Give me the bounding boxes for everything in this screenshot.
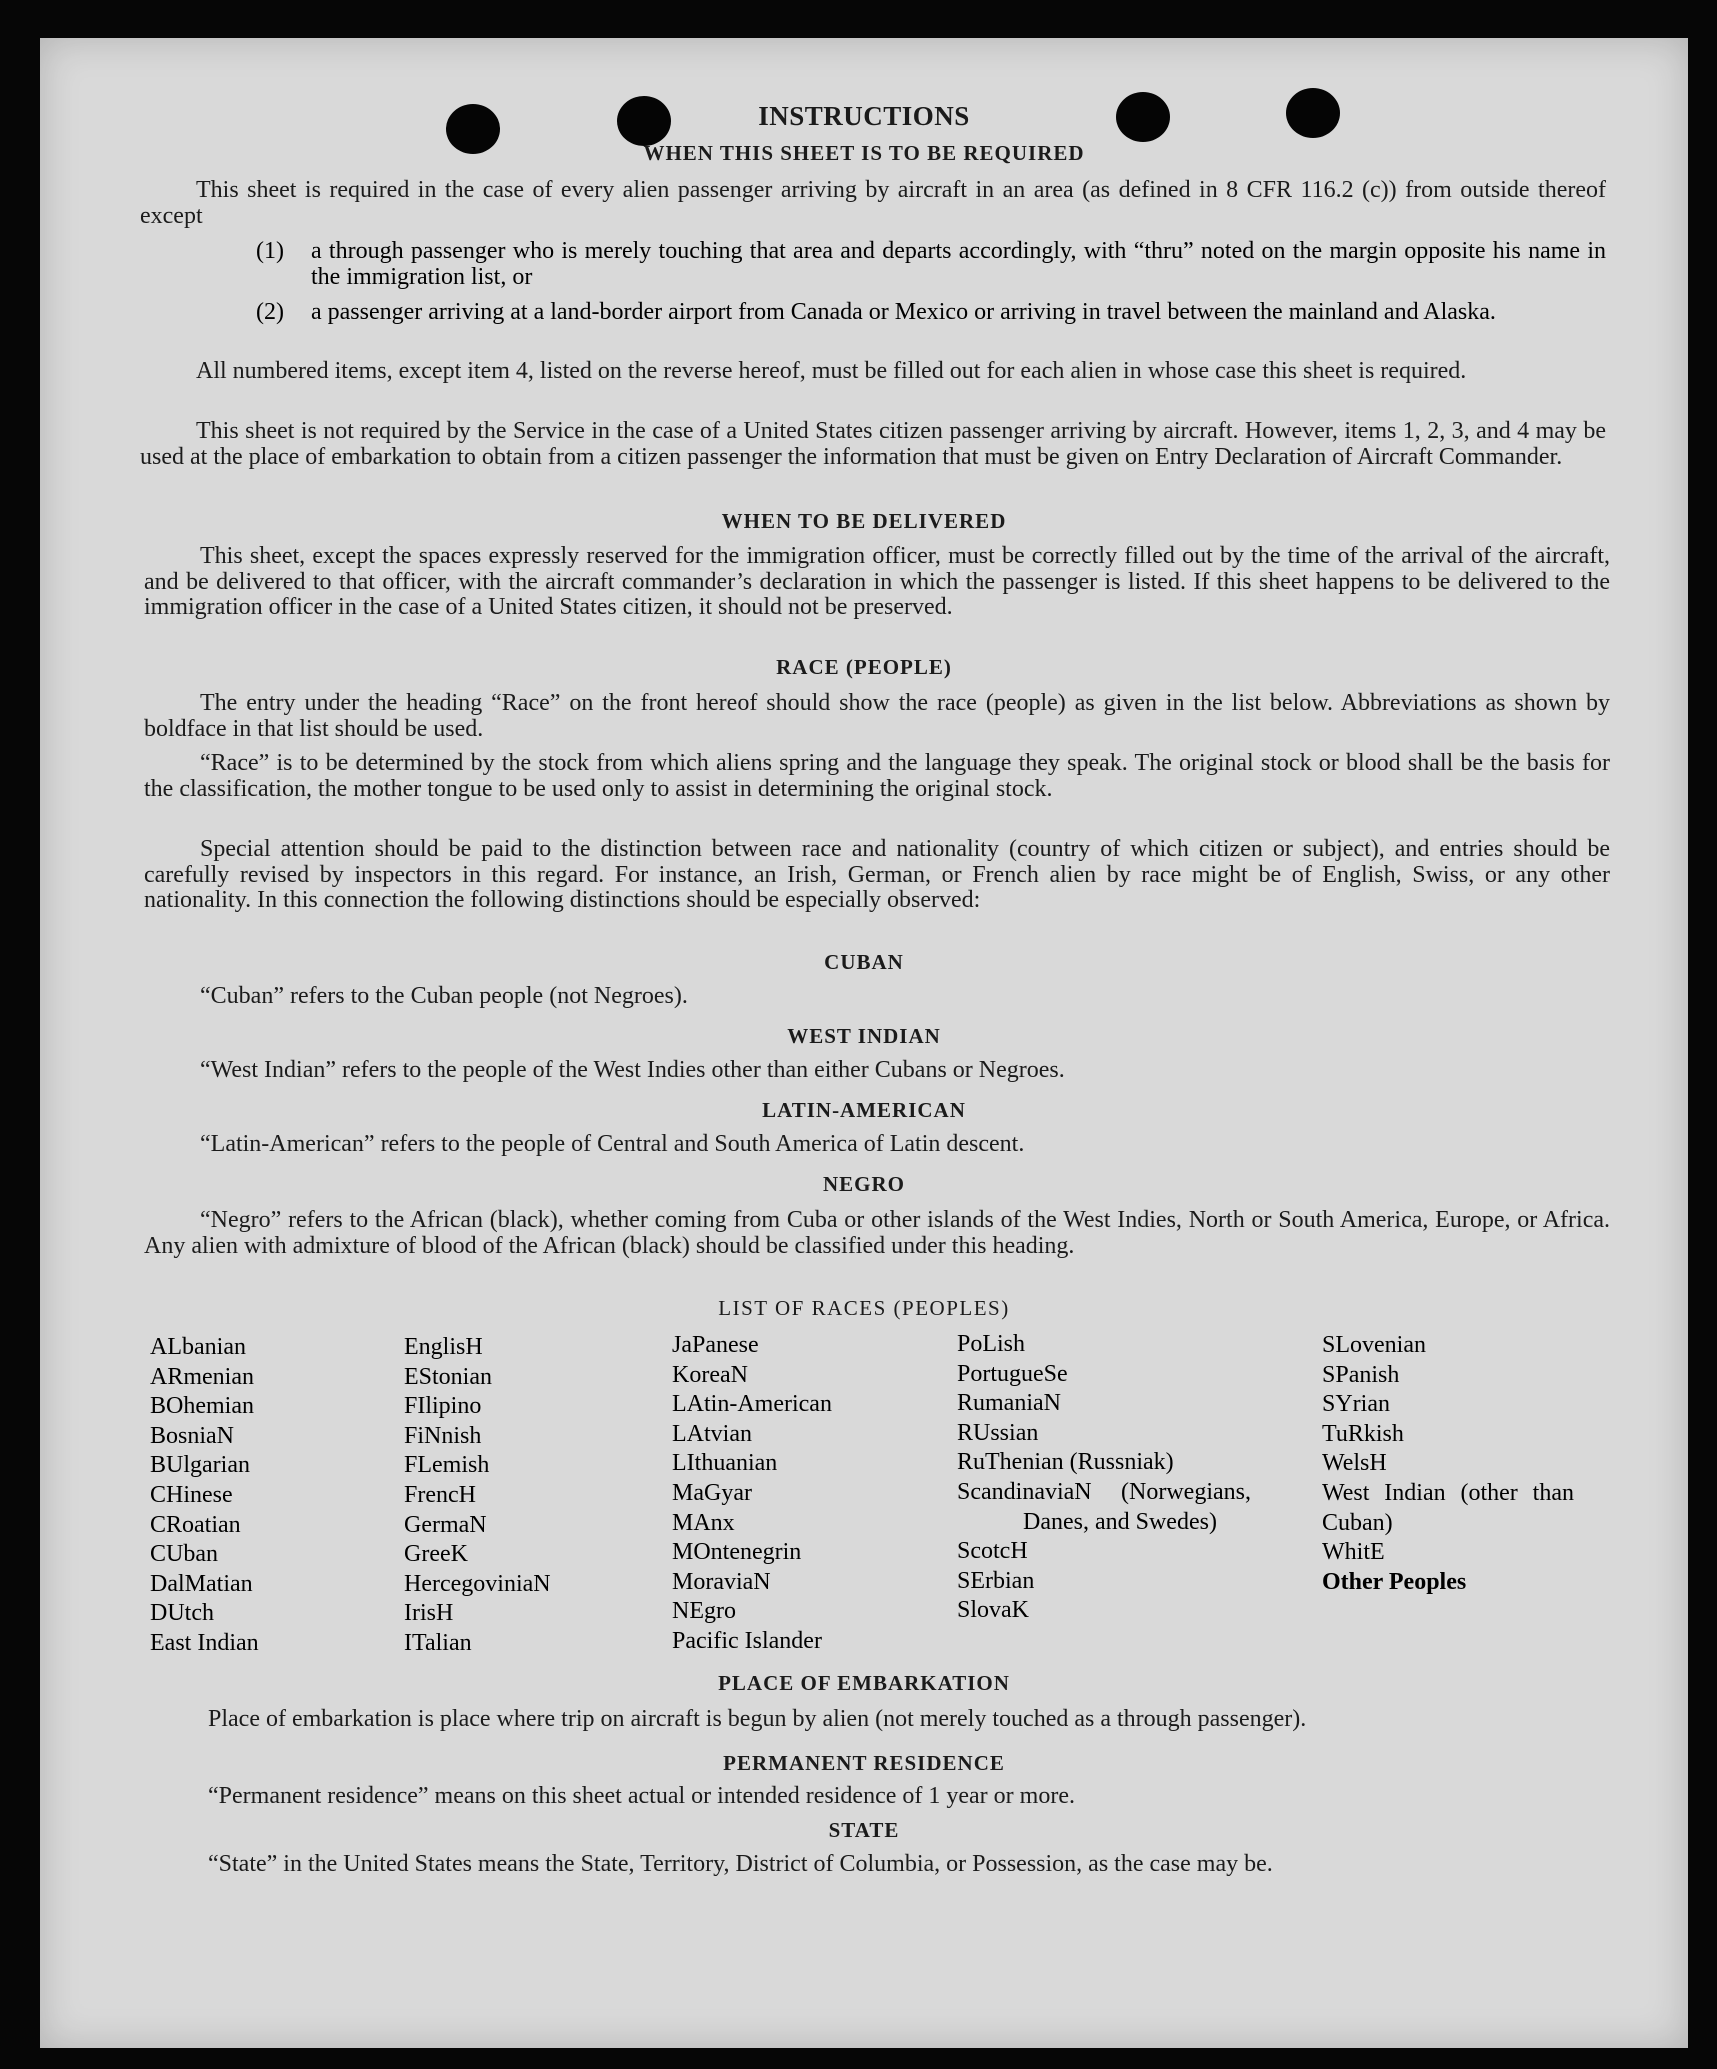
races-column-1 (150, 1333, 350, 1659)
races-column-2 (404, 1333, 604, 1659)
races-list-heading: LIST OF RACES (PEOPLES) (718, 1296, 1010, 1320)
race-entry: HercegoviniaN (404, 1570, 551, 1597)
exception-text: a passenger arriving at a land-border airport from Canada or Mexico or arriving in travel between the mainland and Alaska. (311, 299, 1496, 325)
race-entry: SPanish (1322, 1361, 1400, 1388)
race-entry: ScandinaviaN (Norwegians, Danes, and Swedes) (957, 1478, 1251, 1535)
embarkation-paragraph: Place of embarkation is place where trip on aircraft is begun by alien (not merely touched as a through passenger). (208, 1706, 1307, 1732)
race-entry: RumaniaN (957, 1390, 1061, 1417)
race-entry: MaGyar (672, 1479, 752, 1506)
race-heading: RACE (PEOPLE) (776, 655, 952, 679)
delivered-heading: WHEN TO BE DELIVERED (721, 509, 1007, 533)
races-column-5 (1322, 1331, 1574, 1597)
latin-american-heading: LATIN-AMERICAN (762, 1098, 966, 1122)
race-entry: SYrian (1322, 1391, 1390, 1418)
race-entry: EnglisH (404, 1334, 483, 1360)
delivered-paragraph: This sheet, except the spaces expressly reserved for the immigration officer, must be correctly filled out by the time of the arrival of the aircraft, and be delivered to that officer, with the aircraft commander’s declaration in which the passenger is listed. If this sheet happens to be delivered to the immigration officer in the case of a United States citizen, it should not be preserved. (144, 543, 1610, 620)
race-entry: CUban (150, 1541, 218, 1568)
negro-paragraph: “Negro” refers to the African (black), whether coming from Cuba or other islands of the West Indies, North or South America, Europe, or Africa. Any alien with admixture of blood of the African (black) should be classified under this heading. (144, 1207, 1610, 1259)
race-entry: DUtch (150, 1600, 214, 1627)
race-entry: ScotcH (957, 1538, 1028, 1565)
required-heading: WHEN THIS SHEET IS TO BE REQUIRED (643, 141, 1085, 165)
race-entry: GreeK (404, 1541, 468, 1568)
race-entry: ITalian (404, 1629, 472, 1656)
race-entry: SlovaK (957, 1597, 1029, 1624)
latin-american-paragraph: “Latin-American” refers to the people of Central and South America of Latin descent. (200, 1131, 1025, 1157)
race-entry: TuRkish (1322, 1420, 1404, 1447)
cuban-heading: CUBAN (824, 950, 904, 974)
race-entry: MOntenegrin (672, 1539, 802, 1566)
race-entry: MAnx (672, 1509, 735, 1536)
race-entry: IrisH (404, 1600, 454, 1627)
race-paragraph-3: Special attention should be paid to the distinction between race and nationality (country of which citizen or subject), and entries should be carefully revised by inspectors in this regard. For instance, an Irish, German, or French alien by race might be of English, Swiss, or any other nationality. In this connection the following distinctions should be especially observed: (144, 836, 1610, 913)
document-sheet (40, 38, 1688, 2048)
race-entry: BosniaN (150, 1422, 234, 1449)
race-entry: PoLish (957, 1331, 1026, 1357)
races-column-4 (957, 1330, 1251, 1626)
race-entry: PortugueSe (957, 1360, 1068, 1387)
race-entry: DalMatian (150, 1570, 253, 1597)
race-entry: Pacific Islander (672, 1627, 822, 1654)
race-entry: SLovenian (1322, 1332, 1426, 1358)
residence-heading: PERMANENT RESIDENCE (723, 1751, 1005, 1775)
state-paragraph: “State” in the United States means the State, Territory, District of Columbia, or Possession, as the case may be. (208, 1851, 1273, 1877)
race-entry: GermaN (404, 1511, 487, 1538)
race-entry: FIlipino (404, 1393, 482, 1420)
race-entry: FrencH (404, 1481, 476, 1508)
residence-paragraph: “Permanent residence” means on this sheet actual or intended residence of 1 year or more. (208, 1783, 1075, 1809)
state-heading: STATE (828, 1818, 900, 1842)
race-entry: BUlgarian (150, 1452, 250, 1479)
race-entry: ARmenian (150, 1363, 254, 1390)
race-entry: WelsH (1322, 1450, 1387, 1477)
race-entry: LIthuanian (672, 1450, 778, 1477)
race-entry: SErbian (957, 1567, 1035, 1594)
cuban-paragraph: “Cuban” refers to the Cuban people (not Negroes). (200, 983, 688, 1009)
race-entry: EStonian (404, 1363, 492, 1390)
west-indian-paragraph: “West Indian” refers to the people of the West Indies other than either Cubans or Negroes. (200, 1057, 1065, 1083)
exception-item-1 (256, 239, 1606, 291)
race-entry: FiNnish (404, 1422, 482, 1449)
race-entry: WhitE (1322, 1539, 1385, 1566)
race-entry: ALbanian (150, 1334, 246, 1360)
races-column-3 (672, 1331, 912, 1657)
race-entry: NEgro (672, 1598, 736, 1625)
race-entry: RUssian (957, 1419, 1039, 1446)
race-entry: East Indian (150, 1629, 259, 1656)
exception-text: a through passenger who is merely touching that area and departs accordingly, with “thru” noted on the margin opposite his name in the immigration list, or (311, 238, 1606, 290)
race-entry: MoraviaN (672, 1568, 771, 1595)
exception-number: (1) (256, 238, 284, 264)
negro-heading: NEGRO (822, 1172, 905, 1196)
required-intro: This sheet is required in the case of every alien passenger arriving by aircraft in an area (as defined in 8 CFR 116.2 (c)) from outside thereof except (140, 177, 1606, 229)
numbered-items-paragraph: All numbered items, except item 4, listed on the reverse hereof, must be filled out for each alien in whose case this sheet is required. (196, 358, 1467, 384)
race-entry: BOhemian (150, 1393, 254, 1420)
citizen-note-paragraph: This sheet is not required by the Service in the case of a United States citizen passenger arriving by aircraft. However, items 1, 2, 3, and 4 may be used at the place of embarkation to obtain from a citizen passenger the information that must be given on Entry Declaration of Aircraft Commander. (140, 418, 1606, 470)
race-entry: West Indian (other than Cuban) (1322, 1479, 1574, 1536)
race-entry: FLemish (404, 1452, 490, 1479)
race-entry: RuThenian (Russniak) (957, 1449, 1174, 1476)
race-paragraph-1: The entry under the heading “Race” on the front hereof should show the race (people) as given in the list below. Abbreviations as shown by boldface in that list should be used. (144, 690, 1610, 742)
embarkation-heading: PLACE OF EMBARKATION (718, 1671, 1010, 1695)
race-entry: CHinese (150, 1481, 233, 1508)
race-entry: JaPanese (672, 1332, 759, 1358)
exception-item-2 (256, 300, 1606, 352)
race-paragraph-2: “Race” is to be determined by the stock from which aliens spring and the language they speak. The original stock or blood shall be the basis for the classification, the mother tongue to be used only to assist in determining the original stock. (144, 750, 1610, 802)
instructions-title: INSTRUCTIONS (758, 101, 970, 131)
race-entry: KoreaN (672, 1361, 748, 1388)
west-indian-heading: WEST INDIAN (787, 1024, 941, 1048)
race-entry: LAtvian (672, 1420, 752, 1447)
exception-number: (2) (256, 299, 284, 325)
race-entry: CRoatian (150, 1511, 241, 1538)
race-entry: LAtin-American (672, 1391, 832, 1418)
race-entry: Other Peoples (1322, 1568, 1467, 1595)
